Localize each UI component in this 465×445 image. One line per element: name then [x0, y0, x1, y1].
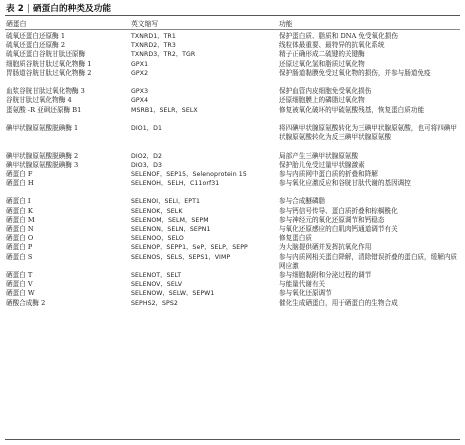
cell-abbreviation: TXNRD1，TR1: [131, 33, 176, 40]
cell-selenoprotein-name: 硒蛋白 W: [6, 289, 35, 298]
table-row: [0, 106, 465, 124]
table-row: [0, 216, 465, 225]
cell-function: 催化生成硒蛋白，用于硒蛋白的生物合成: [279, 298, 398, 307]
top-rule: [5, 15, 460, 16]
cell-function: 参与钙信号传导、蛋白质折叠和棕榈酰化: [279, 206, 398, 215]
table-row: [0, 170, 465, 179]
cell-selenoprotein-name: 血浆谷胱甘肽过氧化物酶 3: [6, 87, 85, 96]
table-row: [0, 69, 465, 87]
cell-abbreviation: GPX2: [131, 69, 149, 77]
cell-function: 参与神经元的氧化还原调节和钙稳态: [279, 215, 385, 224]
table-body: [0, 32, 465, 308]
cell-function: 还原细胞膜上的磷脂过氧化物: [279, 96, 365, 105]
table-row: [0, 289, 465, 298]
cell-abbreviation: TXNRD2，TR3: [131, 42, 176, 50]
table-row: [0, 280, 465, 289]
table-row: [0, 50, 465, 59]
cell-abbreviation: MSRB1，SELR，SELX: [131, 106, 198, 114]
cell-abbreviation: SELENOP，SEPP1，SeP，SELP，SEPP: [131, 244, 248, 252]
cell-selenoprotein-name: 硒蛋白 M: [6, 215, 35, 224]
header-selenoprotein: 硒蛋白: [6, 20, 27, 28]
cell-abbreviation: GPX3: [131, 88, 149, 96]
cell-function: 参与内质网中蛋白质的折叠和降解: [279, 169, 378, 178]
cell-abbreviation: DIO1，D1: [131, 124, 162, 132]
cell-selenoprotein-name: 硫氧还蛋白谷胱甘肽还原酶: [6, 50, 86, 59]
cell-function: 修复被氧化破坏的甲硫氨酸残基，恢复蛋白质功能: [279, 105, 425, 114]
table-row: [0, 299, 465, 308]
cell-function: 保护血管内皮细胞免受氧化损伤: [279, 87, 372, 96]
cell-function: 局部产生三碘甲状腺原氨酸: [279, 151, 359, 160]
cell-selenoprotein-name: 硒蛋白 T: [6, 270, 33, 279]
table-row: [0, 161, 465, 170]
table-row: [0, 32, 465, 41]
table-row: [0, 243, 465, 252]
table-header-row: [0, 18, 465, 29]
cell-function: 与氧化还原感应的白肌肉钙通道调节有关: [279, 225, 398, 234]
cell-function: 为大脑提供硒并发挥抗氧化作用: [279, 243, 372, 252]
table-row: [0, 234, 465, 243]
cell-selenoprotein-name: 蛋氨酸 -R 亚砜还原酶 B1: [6, 105, 82, 114]
cell-function: 将四碘甲状腺原氨酸转化为三碘甲状腺原氨酸，也可将四碘甲状腺原氨酸转化为反三碘甲状腺原氨酸: [279, 123, 458, 142]
cell-selenoprotein-name: 硒蛋白 K: [6, 206, 33, 215]
cell-function: 修复蛋白质: [279, 234, 312, 243]
cell-selenoprotein-name: 硒蛋白 V: [6, 280, 33, 289]
cell-selenoprotein-name: 碘甲状腺原氨酸脱碘酶 3: [6, 160, 79, 169]
cell-abbreviation: SELENOO，SELO: [131, 235, 184, 243]
cell-abbreviation: SELENOV，SELV: [131, 281, 183, 289]
cell-function: 线粒体最重要、最特异的抗氧化系统: [279, 41, 385, 50]
cell-abbreviation: SELENOT，SELT: [131, 271, 182, 279]
table-number: 表 2: [6, 4, 24, 14]
table-row: [0, 87, 465, 96]
cell-abbreviation: DIO3，D3: [131, 161, 162, 169]
cell-selenoprotein-name: 硫氧还蛋白还原酶 1: [6, 32, 66, 40]
cell-selenoprotein-name: 硫氧还蛋白还原酶 2: [6, 41, 66, 50]
cell-function: 参与内质网相关蛋白降解，清除错误折叠的蛋白质，缓解内质网应激: [279, 252, 458, 270]
cell-abbreviation: SELENOK，SELK: [131, 207, 183, 215]
table-row: [0, 179, 465, 197]
cell-selenoprotein-name: 硒蛋白 I: [6, 197, 31, 206]
cell-selenoprotein-name: 胃肠道谷胱甘肽过氧化物酶 2: [6, 68, 92, 77]
cell-selenoprotein-name: 硒蛋白 F: [6, 169, 33, 178]
table-caption: [6, 2, 111, 14]
cell-abbreviation: SELENOM，SELM，SEPM: [131, 216, 209, 224]
table-row: [0, 41, 465, 50]
cell-function: 参与细胞黏附和分泌过程的调节: [279, 270, 372, 279]
table-row: [0, 124, 465, 152]
cell-function: 精子正确形成二硫键的关键酶: [279, 50, 365, 59]
table-row: [0, 225, 465, 234]
cell-abbreviation: TXNRD3，TR2，TGR: [131, 51, 196, 59]
caption-separator: |: [26, 4, 30, 14]
cell-selenoprotein-name: 谷胱甘肽过氧化物酶 4: [6, 96, 72, 105]
cell-abbreviation: SEPHS2，SPS2: [131, 299, 178, 307]
cell-abbreviation: DIO2，D2: [131, 152, 162, 160]
table-row: [0, 60, 465, 69]
header-rule: [5, 29, 460, 30]
cell-selenoprotein-name: 碘甲状腺原氨酸脱碘酶 2: [6, 151, 79, 160]
table-row: [0, 152, 465, 161]
cell-selenoprotein-name: 硒酸合成酶 2: [6, 298, 46, 307]
cell-selenoprotein-name: 碘甲状腺原氨酸脱碘酶 1: [6, 123, 79, 132]
cell-selenoprotein-name: 硒蛋白 S: [6, 252, 33, 261]
table-row: [0, 271, 465, 280]
cell-abbreviation: SELENOS，SELS，SEPS1，VIMP: [131, 253, 231, 261]
cell-abbreviation: SELENOW，SELW，SEPW1: [131, 290, 215, 298]
cell-function: 保护蛋白质、脂质和 DNA 免受氧化损伤: [279, 32, 398, 40]
header-abbreviation: 英文缩写: [131, 20, 159, 28]
table-row: [0, 96, 465, 105]
table-row: [0, 253, 465, 271]
cell-abbreviation: GPX4: [131, 97, 149, 105]
table-row: [0, 207, 465, 216]
cell-selenoprotein-name: 细胞质谷胱甘肽过氧化物酶 1: [6, 59, 92, 68]
cell-abbreviation: SELENOH，SELH，C11orf31: [131, 180, 220, 188]
cell-selenoprotein-name: 硒蛋白 P: [6, 243, 33, 252]
cell-selenoprotein-name: 硒蛋白 N: [6, 225, 34, 234]
cell-abbreviation: GPX1: [131, 60, 149, 68]
table-title: 硒蛋白的种类及功能: [32, 4, 112, 14]
cell-abbreviation: SELENON，SELN，SEPN1: [131, 226, 211, 234]
cell-function: 与能量代谢有关: [279, 280, 326, 289]
cell-function: 参与氧化还原调节: [279, 289, 332, 298]
cell-function: 参与合成醚磷脂: [279, 197, 326, 206]
cell-selenoprotein-name: 硒蛋白 O: [6, 234, 34, 243]
table-row: [0, 197, 465, 206]
cell-abbreviation: SELENOF，SEP15，Selenoprotein 15: [131, 170, 247, 178]
bottom-rule: [5, 439, 460, 440]
cell-selenoprotein-name: 硒蛋白 H: [6, 179, 34, 188]
header-function: 功能: [279, 20, 293, 28]
cell-abbreviation: SELENOI，SELI，EPT1: [131, 198, 201, 206]
cell-function: 保护肠道黏膜免受过氧化物的损伤，并参与肠道免疫: [279, 68, 431, 77]
cell-function: 保护胎儿免受过量甲状腺激素: [279, 160, 365, 169]
cell-function: 还原过氧化氢和脂质过氧化物: [279, 59, 365, 68]
cell-function: 参与氧化应激反应和谷胱甘肽代谢的基因调控: [279, 179, 411, 188]
